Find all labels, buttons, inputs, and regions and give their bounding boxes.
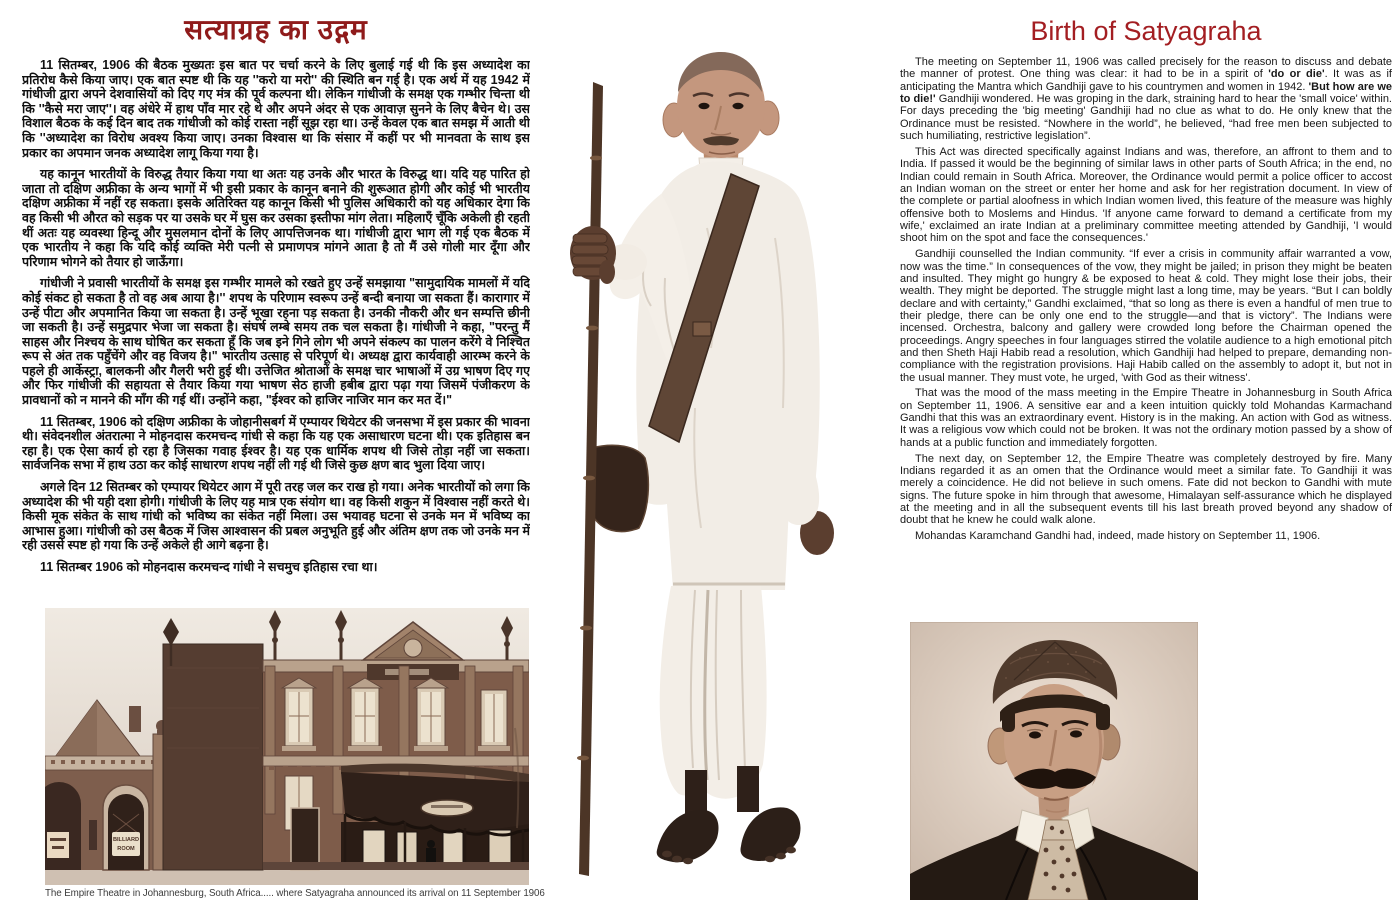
hindi-title: सत्याग्रह का उद्गम <box>184 14 368 45</box>
paragraph: यह कानून भारतीयों के विरुद्ध तैयार किया गया था अतः यह उनके और भारत के विरुद्ध था। यदि यह पारित हो जाता तो दक्षिण अफ्रीका के अन्य भागों में भी इसी प्रकार के कानून बनाने की शुरूआत होगी और कोई भी भारतीय दक्षिण अफ्रीका में नहीं रह सकता। इसके अतिरिक्त यह कानून किसी भी पुलिस अधिकारी को यह अधिकार देगा कि वह किसी भी औरत को सड़क पर या उसके घर में घुस कर उसका इस्तीफा मांग लेता। महिलाएँ चूँकि अकेली ही रहती थीं अतः यह व्यवस्था हिन्दू और मुसलमान दोनों के लिए आपत्तिजनक था। गांधीजी द्वारा भाग ली गई एक बैठक में एक भारतीय ने कहा कि यदि कोई व्यक्ति मेरी पत्नी से प्रमाणपत्र मांगने आता है तो मैं उसे गोली मार दूँगा और परिणाम भोगने को तैयार हो जाऊँगा। <box>22 167 530 269</box>
young-gandhi-portrait-illustration <box>910 622 1198 900</box>
theatre-photo-caption: The Empire Theatre in Johannesburg, South Africa..... where Satyagraha announced its arrival on 11 September 1906 <box>45 888 545 899</box>
empire-theatre-photo <box>45 608 529 885</box>
paragraph: 11 सितम्बर, 1906 को दक्षिण अफ्रीका के जोहानीसबर्ग में एम्पायर थियेटर की जनसभा में इस प्रकार की भावना थी। संवेदनशील अंतरात्मा ने मोहनदास करमचन्द गांधी से कहा कि यह एक असाधारण घटना थी। एक इतिहास बन रहा है। एक ऐसा कार्य हो रहा है जिसका गवाह ईश्वर है। यह एक धार्मिक शपथ थी जिसे तोड़ा नहीं जा सकता। सार्वजनिक सभा में हाथ उठा कर कोई साधारण शपथ नहीं ली गई थी जिसे कुछ क्षण बाद भुला दिया जाए। <box>22 414 530 473</box>
paragraph: गांधीजी ने प्रवासी भारतीयों के समक्ष इस गम्भीर मामले को रखते हुए उन्हें समझाया "सामुदायिक मामलों में यदि कोई संकट हो सकता है तो वह अब आया है।'' शपथ के परिणाम स्वरूप उन्हें बन्दी बनाया जा सकता हैं। कारागार में उन्हें पीटा और अपमानित किया जा सकता है। उन्हें भूखा रहना पड़ सकता है। उनकी नौकरी और धन सम्पत्ति छीनी जा सकती है। उन्हें समुद्रपार भेजा जा सकता है। संघर्ष लम्बे समय तक चल सकता है। गांधीजी ने कहा, "परन्तु मैं साहस और निश्चय के साथ घोषित कर सकता हूँ कि जब इने गिने लोग भी अपने संकल्प का पालन करेंगे वे निश्चित रूप से अंत तक पहुँचेंगे और वह विजय है।" भारतीय उत्साह से परिपूर्ण थे। अध्यक्ष द्वारा कार्यवाही आरम्भ करने के पहले ही आर्केस्ट्रा, बालकनी और गैलरी भरी हुई थी। उत्तेजित श्रोताओं के समक्ष चार भाषाओं में उग्र भाषण दिए गए और फिर गांधीजी की सहायता से तैयार किया गया भाषण सेठ हाजी हबीब द्वारा पढ़ा गया जिसमें पंजीकरण के प्रावधानों को न मानने की माँग की गई थीं। उन्होंने कहा, "ईश्वर को हाजिर नाजिर मान कर मत दें।" <box>22 276 530 408</box>
billiard-room-sign-line2: ROOM <box>117 846 135 852</box>
hindi-column <box>22 8 530 604</box>
empire-theatre-illustration <box>45 608 529 885</box>
english-paragraphs <box>900 56 1392 543</box>
english-title: Birth of Satyagraha <box>1030 16 1262 46</box>
paragraph: 11 सितम्बर, 1906 की बैठक मुख्यतः इस बात पर चर्चा करने के लिए बुलाई गई थी कि इस अध्यादेश का प्रतिरोध कैसे किया जाए। एक बात स्पष्ट थी कि यह ''करो या मरो'' की स्थिति बन गई है। एक अर्थ में यह 1942 में गांधीजी द्वारा अपने देशवासियों को दिए गए मंत्र की पूर्व कल्पना थी। लेकिन गांधीजी के समक्ष एक गम्भीर चिन्ता थी कि ''कैसे मरा जाए''। वह अंधेरे में हाथ पाँव मार रहे थे और अपने अंदर से एक आवाज़ सुनने के लिए बैचेन थे। उस विशाल बैठक के कई दिन बाद तक गांधीजी को कोई रास्ता नहीं सूझ रहा था। उन्हें केवल एक बात समझ में आती थी कि ''अध्यादेश का विरोध अवश्य किया जाए। उनका विश्वास था कि संसार में कहीं पर भी मानवता के साथ इस प्रकार का अपमान जनक अध्यादेश लागू किया गया है। <box>22 58 530 160</box>
billiard-room-sign-line1: BILLIARD <box>112 837 140 843</box>
paragraph: The next day, on September 12, the Empire Theatre was completely destroyed by fire. Many Indians regarded it as an omen that the Ordinance would meet a similar fate. To Gandhiji it was merely a coincidence. He did not believe in such omens. Fate did not beckon to Gandhi with mute signs. The future spoke in him through that awesome, Himalayan self-assurance which he displayed at the meeting and in all the subsequent events till his last breath proved beyond any shadow of doubt that he knew he could walk alone. <box>900 452 1392 527</box>
english-column <box>900 16 1392 620</box>
paragraph: Gandhiji counselled the Indian community. “If ever a crisis in community affair warranted a vow, now was the time.” In consequences of the vow, they might be jailed; in prison they might be beaten and insulted. They might go hungry & be exposed to heat & cold. They might lose their jobs, their wealth. They might be deported. The struggle might last a long time, may be years. “But I can boldly declare and with certainty,” Gandhi exclaimed, “that so long as there is even a handful of men true to their pledge, there can be only one end to the struggle—and that is victory”. The Indians were incensed. Orchestra, balcony and gallery were crowded long before the Chairman opened the proceedings. Angry speeches in four languages stirred the volatile audience to a high emotional pitch and then Sheth Haji Habib read a resolution, which Gandhiji had helped to prepare, demanding non-compliance with the registration provisions. Haji Habib called on the assembly to adopt it, but not in the usual manner. They must vote, he urged, 'with God as their witness'. <box>900 248 1392 384</box>
paragraph: The meeting on September 11, 1906 was called precisely for the reason to discuss and debate the manner of protest. One thing was clear: it had to be in a spirit of 'do or die'. It was as if anticipating the Mantra which Gandhiji gave to his countrymen and women in 1942. 'But how are we to die!' Gandhiji wondered. He was groping in the dark, straining hard to hear the 'small voice' within. For days preceding the 'big meeting' Gandhiji had no clue as what to do. He only knew that the Ordinance must be resisted. “Nowhere in the world”, he believed, “had free men been subjected to such humiliating, restrictive legislation”. <box>900 56 1392 143</box>
hindi-paragraphs <box>22 58 530 575</box>
young-gandhi-portrait-photo <box>910 622 1198 900</box>
satchel-bag <box>588 445 648 531</box>
gandhi-standing-photo <box>545 28 890 888</box>
gandhi-standing-illustration <box>545 28 890 888</box>
billiard-room-sign <box>112 832 140 856</box>
paragraph: अगले दिन 12 सितम्बर को एम्पायर थियेटर आग में पूरी तरह जल कर राख हो गया। अनेक भारतीयों को लगा कि अध्यादेश की भी यही दशा होगी। गांधीजी के लिए यह मात्र एक संयोग था। वह किसी शकुन में विश्वास नहीं करते थे। किसी मूक संकेत के साथ गांधी को भविष्य का संकेत नहीं मिला। उस भयावह घटना से उनके मन में भविष्य का आभास हुआ। गांधीजी को उस बैठक में जिस आश्वासन की प्रबल अनुभूति हुई और अंतिम क्षण तक जो उनके मन में रही उससे स्पष्ट हो गया कि उन्हें अकेले ही आगे बढ़ना है। <box>22 480 530 553</box>
paragraph: Mohandas Karamchand Gandhi had, indeed, made history on September 11, 1906. <box>915 530 1321 543</box>
paragraph: That was the mood of the mass meeting in the Empire Theatre in Johannesburg in South Africa on September 11, 1906. A sensitive ear and a keen intuition quickly told Mohandas Karmachand Gandhi that this was an extraordinary event. History is in the making. An action with God as witness. It was a religious vow which could not be broken. It was not the ordinary motion passed by a show of hands at a public function and immediately forgotten. <box>900 387 1392 449</box>
paragraph: This Act was directed specifically against Indians and was, therefore, an affront to them and to India. If passed it would be the beginning of similar laws in other parts of South Africa; in the end, no Indian could remain in South Africa. Moreover, the Ordinance would permit a police officer to accost an Indian woman on the street or enter her home and ask for her registration document. In view of the complete or partial aloofness in which Indian women lived, this feature of the measure was highly offensive both to Moslems and Hindus. 'If anyone came forward to demand a certificate from my wife,' exclaimed an irate Indian at a preliminary committee meeting attended by Gandhiji, 'I would shoot him on the spot and face the consequences.' <box>900 145 1392 245</box>
paragraph: 11 सितम्बर 1906 को मोहनदास करमचन्द गांधी ने सचमुच इतिहास रचा था। <box>40 560 378 574</box>
tie-knot <box>1042 820 1073 840</box>
